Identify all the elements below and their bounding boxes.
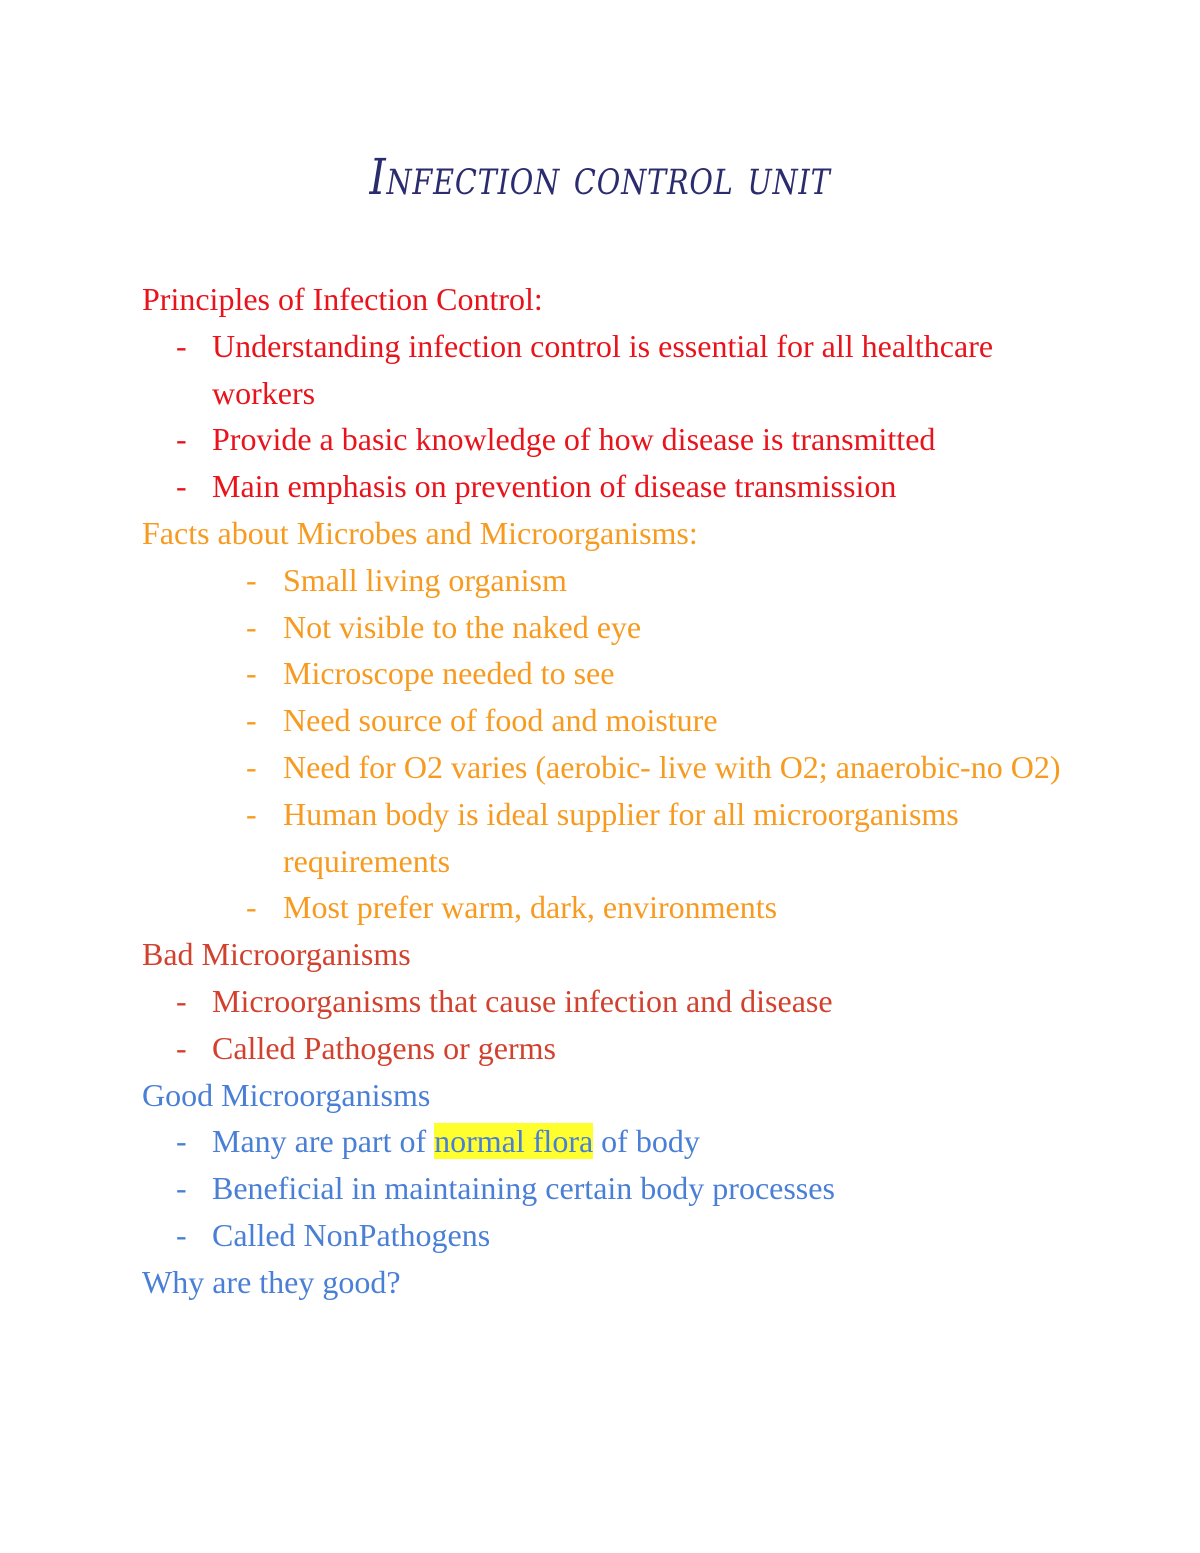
list-item: - Many are part of normal flora of body [142,1118,1062,1165]
dash-bullet: - [246,748,257,785]
dash-bullet: - [176,982,187,1019]
dash-bullet: - [246,889,257,926]
list-item: - Understanding infection control is essential for all healthcare workers [142,323,1062,417]
document-body [142,276,1062,1306]
dash-bullet: - [246,561,257,598]
section-heading-facts: Facts about Microbes and Microorganisms: [142,514,698,551]
dash-bullet: - [176,1123,187,1160]
good-microorganisms-list [142,1118,1062,1258]
list-item: - Beneficial in maintaining certain body processes [142,1165,1062,1212]
section-heading-bad-microorganisms: Bad Microorganisms [142,936,411,973]
list-item: - Need source of food and moisture [142,697,1062,744]
principles-list [142,323,1062,510]
section-heading-good-microorganisms: Good Microorganisms [142,1076,431,1113]
list-item: - Not visible to the naked eye [142,604,1062,651]
bad-microorganisms-list [142,978,1062,1072]
dash-bullet: - [246,702,257,739]
dash-bullet: - [246,608,257,645]
dash-bullet: - [176,1170,187,1207]
dash-bullet: - [176,468,187,505]
list-item: - Most prefer warm, dark, environments [142,884,1062,931]
list-item: - Need for O2 varies (aerobic- live with O2; anaerobic-no O2) [142,744,1062,791]
facts-list [142,557,1062,931]
list-item: - Small living organism [142,557,1062,604]
list-item: - Human body is ideal supplier for all microorganisms requirements [142,791,1062,885]
list-item: - Provide a basic knowledge of how disease is transmitted [142,416,1062,463]
dash-bullet: - [176,1216,187,1253]
dash-bullet: - [176,327,187,364]
list-item: - Main emphasis on prevention of disease transmission [142,463,1062,510]
dash-bullet: - [176,1029,187,1066]
dash-bullet: - [246,795,257,832]
highlighted-term: normal flora [434,1123,594,1160]
list-item: - Called NonPathogens [142,1212,1062,1259]
list-item: - Microscope needed to see [142,650,1062,697]
list-item: - Microorganisms that cause infection and disease [142,978,1062,1025]
section-heading-principles: Principles of Infection Control: [142,281,543,317]
list-item: - Called Pathogens or germs [142,1025,1062,1072]
dash-bullet: - [246,655,257,692]
page-title: Infection control unit [369,148,831,206]
dash-bullet: - [176,421,187,458]
section-heading-why-good: Why are they good? [142,1263,401,1300]
